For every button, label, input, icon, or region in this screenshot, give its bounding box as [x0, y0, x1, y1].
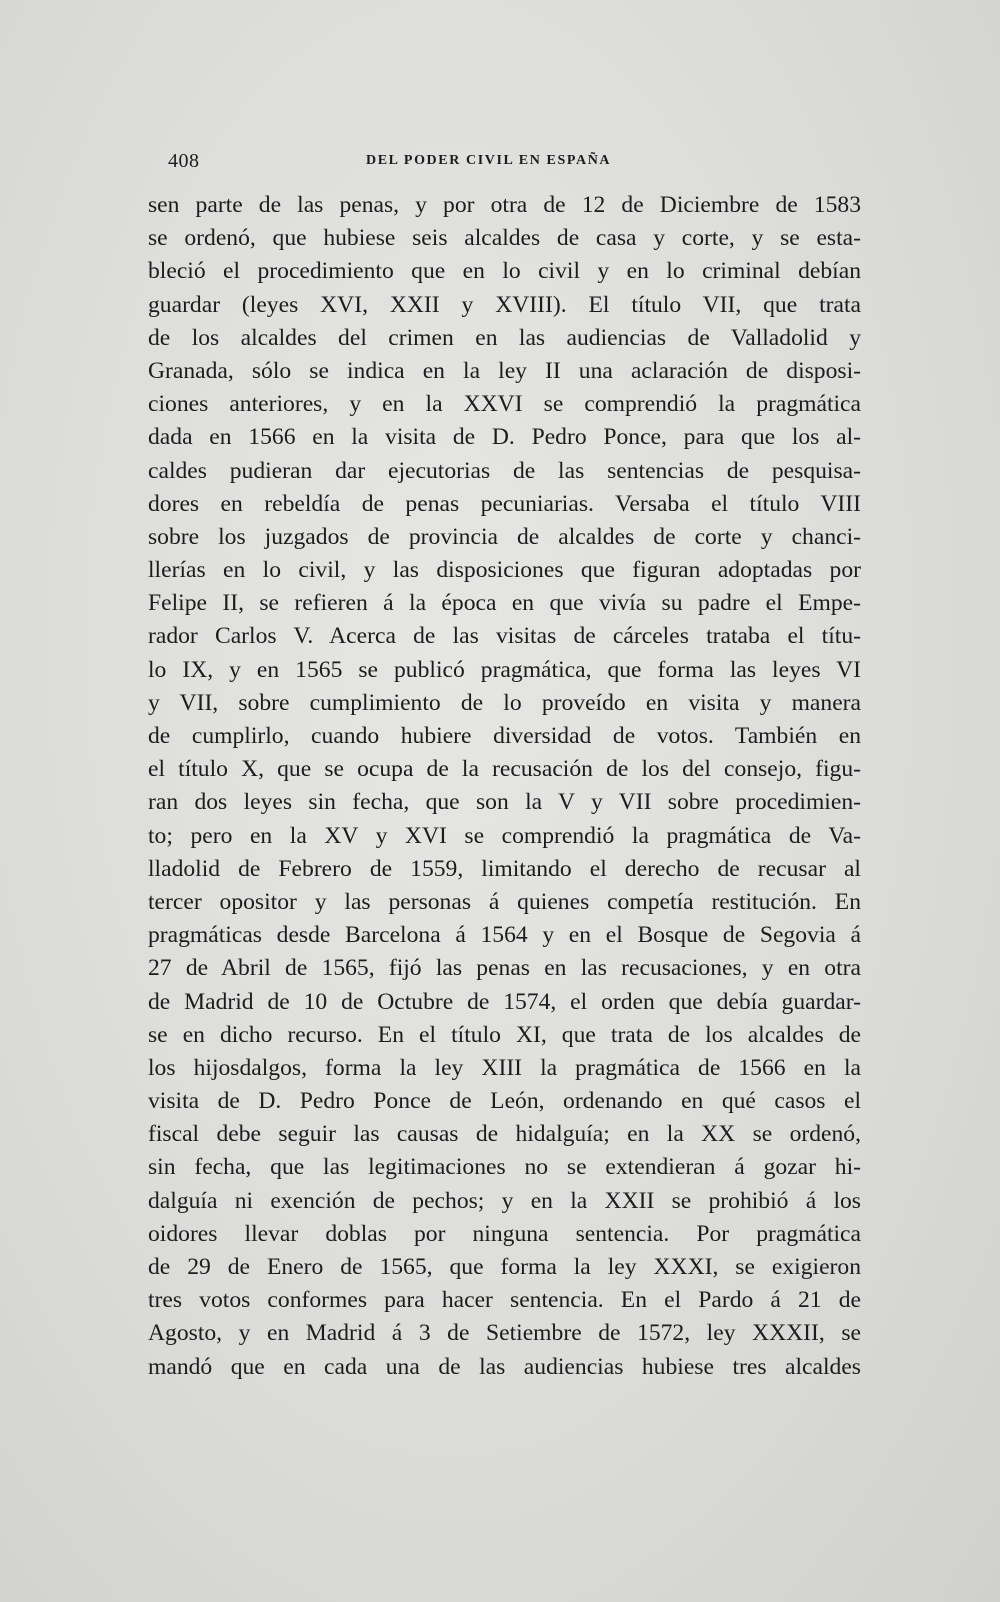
text-line: se en dicho recurso. En el título XI, que trata de los alcaldes de — [148, 1021, 861, 1048]
text-line: tercer opositor y las personas á quienes competía restitución. En — [148, 888, 861, 915]
text-line: ciones anteriores, y en la XXVI se comprendió la pragmática — [148, 391, 861, 418]
text-line: sin fecha, que las legitimaciones no se extendieran á gozar hi- — [148, 1154, 861, 1181]
text-line: el título X, que se ocupa de la recusación de los del consejo, figu- — [148, 756, 861, 783]
page-header — [168, 150, 848, 174]
text-line: Agosto, y en Madrid á 3 de Setiembre de 1572, ley XXXII, se — [148, 1320, 861, 1347]
text-line: sen parte de las penas, y por otra de 12 de Diciembre de 1583 — [148, 192, 861, 218]
text-line: visita de D. Pedro Ponce de León, ordenando en qué casos el — [148, 1088, 861, 1115]
text-line: 27 de Abril de 1565, fijó las penas en las recusaciones, y en otra — [148, 955, 861, 982]
text-line: caldes pudieran dar ejecutorias de las sentencias de pesquisa- — [148, 457, 861, 484]
page-number: 408 — [168, 150, 200, 172]
text-line: pragmáticas desde Barcelona á 1564 y en el Bosque de Segovia á — [148, 922, 861, 949]
text-line: lo IX, y en 1565 se publicó pragmática, que forma las leyes VI — [148, 656, 861, 683]
text-line: los hijosdalgos, forma la ley XIII la pragmática de 1566 en la — [148, 1054, 861, 1081]
text-line: dalguía ni exención de pechos; y en la XXII se prohibió á los — [148, 1187, 861, 1214]
text-line: to; pero en la XV y XVI se comprendió la pragmática de Va- — [148, 822, 861, 849]
text-line: de los alcaldes del crimen en las audiencias de Valladolid y — [148, 324, 861, 351]
text-line: oidores llevar doblas por ninguna sentencia. Por pragmática — [148, 1220, 861, 1247]
text-line: rador Carlos V. Acerca de las visitas de cárceles trataba el títu- — [148, 623, 861, 650]
text-line: dores en rebeldía de penas pecuniarias. Versaba el título VIII — [148, 490, 861, 517]
text-line: tres votos conformes para hacer sentencia. En el Pardo á 21 de — [148, 1287, 861, 1314]
text-line: de Madrid de 10 de Octubre de 1574, el orden que debía guardar- — [148, 988, 861, 1015]
text-line: Granada, sólo se indica en la ley II una aclaración de disposi- — [148, 357, 861, 384]
text-line: Felipe II, se refieren á la época en que vivía su padre el Empe- — [148, 590, 861, 617]
text-line: guardar (leyes XVI, XXII y XVIII). El título VII, que trata — [148, 291, 861, 318]
text-line: ran dos leyes sin fecha, que son la V y VII sobre procedimien- — [148, 789, 861, 816]
text-line: lladolid de Febrero de 1559, limitando el derecho de recusar al — [148, 855, 861, 882]
running-title: DEL PODER CIVIL EN ESPAÑA — [366, 153, 612, 168]
text-line: sobre los juzgados de provincia de alcaldes de corte y chanci- — [148, 523, 861, 550]
text-line: llerías en lo civil, y las disposiciones que figuran adoptadas por — [148, 557, 861, 584]
text-line: bleció el procedimiento que en lo civil y en lo criminal debían — [148, 258, 861, 285]
text-line: mandó que en cada una de las audiencias hubiese tres alcaldes — [148, 1353, 861, 1380]
text-line: se ordenó, que hubiese seis alcaldes de casa y corte, y se esta- — [148, 225, 861, 252]
text-line: y VII, sobre cumplimiento de lo proveído en visita y manera — [148, 689, 861, 716]
text-line: de 29 de Enero de 1565, que forma la ley XXXI, se exigieron — [148, 1254, 861, 1280]
text-line: dada en 1566 en la visita de D. Pedro Ponce, para que los al- — [148, 424, 861, 451]
text-line: de cumplirlo, cuando hubiere diversidad de votos. También en — [148, 723, 861, 749]
text-line: fiscal debe seguir las causas de hidalguía; en la XX se ordenó, — [148, 1121, 861, 1148]
body-text — [148, 189, 861, 1384]
